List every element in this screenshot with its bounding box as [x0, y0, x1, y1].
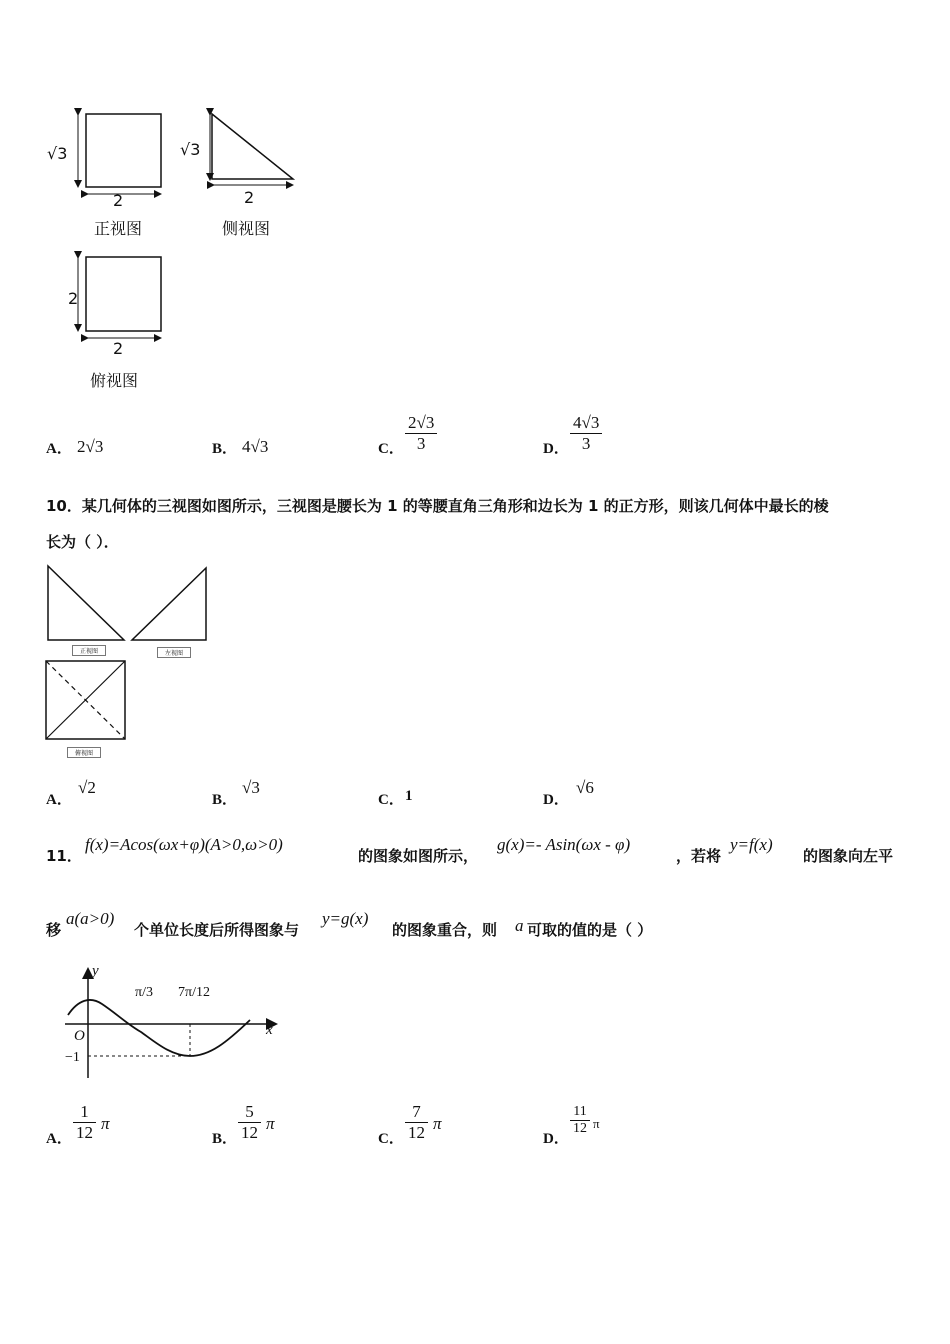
q11-text-2: ，若将	[676, 847, 722, 865]
q11-option-b-pi: π	[266, 1114, 275, 1133]
q11-option-d-letter[interactable]: D．	[543, 1131, 569, 1147]
graph-tick-pi-over-3: π/3	[135, 985, 153, 1000]
q10-stem-line2: 长为（ ）．	[46, 533, 119, 551]
q9-option-c-numerator: 2√3	[408, 413, 435, 432]
q11-g-expression: g(x)=- Asin(ωx - φ)	[497, 835, 631, 854]
q11-option-b-denominator: 12	[241, 1123, 258, 1142]
q10-option-c-value: 1	[405, 788, 413, 804]
q11-text-7: 可取的值的是（ ）	[527, 921, 653, 939]
q9-option-d-numerator: 4√3	[573, 413, 600, 432]
top-view-square	[86, 257, 161, 331]
q11-text-3: 的图象向左平	[803, 847, 894, 865]
q9-option-a-value: 2√3	[77, 437, 104, 456]
q9-option-b-letter[interactable]: B．	[212, 441, 238, 457]
q9-option-c-denominator: 3	[416, 434, 426, 453]
q11-option-d-denominator: 12	[573, 1121, 587, 1136]
q9-option-d-denominator: 3	[581, 434, 591, 453]
graph-origin-label: O	[74, 1028, 85, 1044]
q10-option-d-value: √6	[576, 778, 594, 797]
q11-option-d-numerator: 11	[573, 1104, 587, 1119]
q11-option-a-numerator: 1	[80, 1102, 89, 1121]
q11-option-a-fraction	[73, 1102, 96, 1143]
cosine-curve	[68, 1000, 250, 1056]
graph-x-label: x	[266, 1022, 273, 1038]
top-view-height-label: 2	[68, 289, 79, 308]
q11-option-d-fraction	[570, 1104, 590, 1137]
q11-yg-expression: y=g(x)	[322, 909, 369, 928]
graph-tick-7pi-over-12: 7π/12	[178, 985, 210, 1000]
front-view-height-label: √3	[47, 144, 68, 163]
q11-option-c-fraction	[405, 1102, 428, 1143]
q11-a-expression: a(a>0)	[66, 909, 115, 928]
side-view-width-label: 2	[244, 188, 255, 207]
q10-option-a-letter[interactable]: A．	[46, 792, 72, 808]
q11-option-c-pi: π	[433, 1114, 442, 1133]
side-view-height-label: √3	[180, 140, 201, 159]
q10-front-caption: 正视图	[72, 645, 106, 656]
q10-top-caption: 俯视图	[67, 747, 101, 758]
q10-left-triangle	[132, 568, 206, 640]
graph-neg-one-label: −1	[65, 1050, 80, 1065]
q9-three-view-figure	[40, 100, 310, 400]
front-view-width-label: 2	[113, 191, 124, 210]
q11-option-b-letter[interactable]: B．	[212, 1131, 238, 1147]
top-view-caption: 俯视图	[90, 371, 139, 390]
q11-option-d-pi: π	[593, 1116, 600, 1131]
q11-f-expression: f(x)=Acos(ωx+φ)(A>0,ω>0)	[85, 835, 283, 854]
q10-option-b-letter[interactable]: B．	[212, 792, 238, 808]
q9-option-a-letter[interactable]: A．	[46, 441, 72, 457]
q10-option-b-value: √3	[242, 778, 260, 797]
q11-option-c-denominator: 12	[408, 1123, 425, 1142]
q11-option-a-denominator: 12	[76, 1123, 93, 1142]
graph-y-label: y	[92, 963, 99, 979]
q10-option-a-value: √2	[78, 778, 96, 797]
q11-option-a-letter[interactable]: A．	[46, 1131, 72, 1147]
top-view-width-label: 2	[113, 339, 124, 358]
q9-option-d-fraction	[570, 413, 602, 454]
q11-text-6: 的图象重合，则	[392, 921, 498, 939]
q9-option-c-letter[interactable]: C．	[378, 441, 404, 457]
q10-front-triangle	[48, 566, 124, 640]
q11-text-1: 的图象如图所示，	[358, 847, 479, 865]
q11-option-c-numerator: 7	[412, 1102, 421, 1121]
q11-yf-expression: y=f(x)	[730, 835, 773, 854]
q10-stem-line1: 10．某几何体的三视图如图所示，三视图是腰长为 1 的等腰直角三角形和边长为 1 的正方形，则该几何体中最长的棱	[46, 497, 829, 515]
q10-option-c-letter[interactable]: C．	[378, 792, 404, 808]
q9-option-c-fraction	[405, 413, 437, 454]
q11-option-b-fraction	[238, 1102, 261, 1143]
q11-cosine-graph	[45, 960, 285, 1090]
q11-text-5: 个单位长度后所得图象与	[134, 921, 300, 939]
q10-option-d-letter[interactable]: D．	[543, 792, 569, 808]
q11-option-a-pi: π	[101, 1114, 110, 1133]
q9-option-b-value: 4√3	[242, 437, 269, 456]
front-view-square	[86, 114, 161, 187]
q11-a-variable: a	[515, 916, 524, 935]
q11-text-4: 移	[46, 921, 62, 939]
q9-option-d-letter[interactable]: D．	[543, 441, 569, 457]
q11-option-c-letter[interactable]: C．	[378, 1131, 404, 1147]
side-view-caption: 侧视图	[222, 219, 271, 238]
front-view-caption: 正视图	[94, 219, 143, 238]
q11-number: 11．	[46, 847, 82, 865]
q10-left-caption: 左视图	[157, 647, 191, 658]
q11-option-b-numerator: 5	[245, 1102, 254, 1121]
q10-three-view-figure	[40, 560, 220, 770]
